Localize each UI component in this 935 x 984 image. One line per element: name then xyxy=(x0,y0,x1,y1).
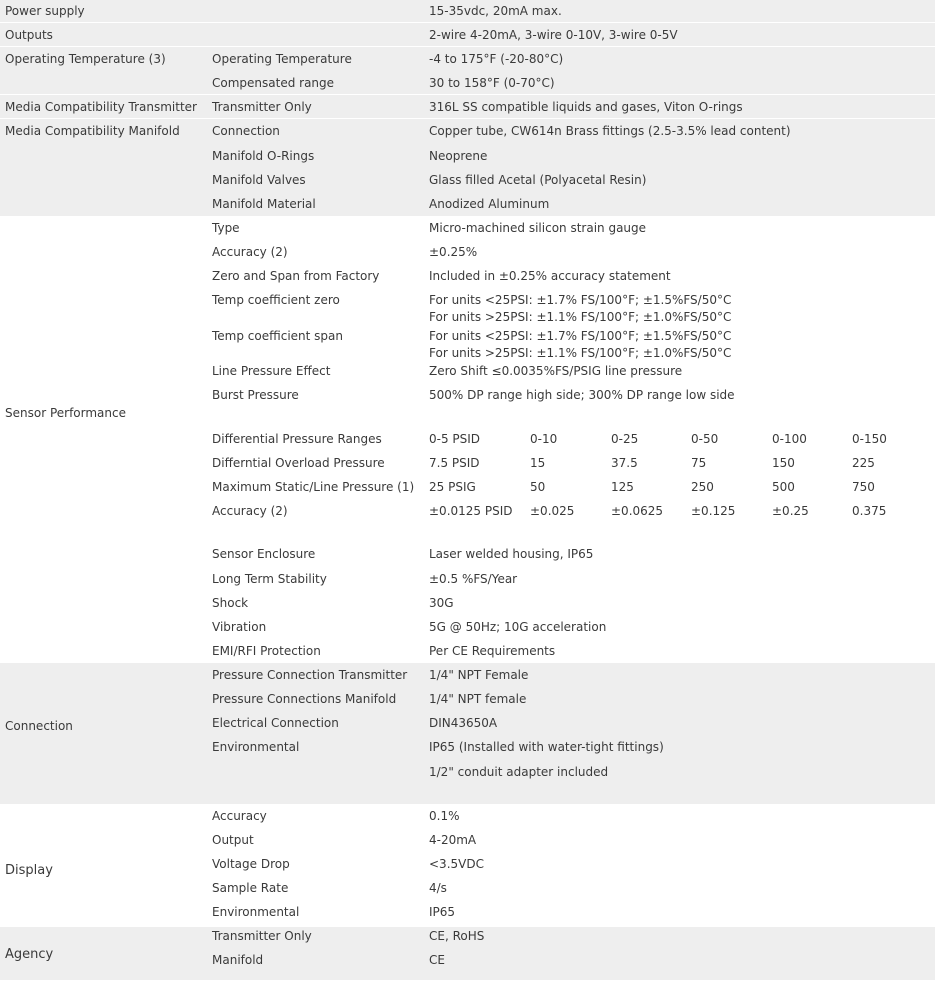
section-label: Media Compatibility Manifold xyxy=(5,124,180,138)
table-cell: ±0.0125 PSID xyxy=(429,504,513,518)
table-cell: ±0.25 xyxy=(772,504,809,518)
table-cell: 0-100 xyxy=(772,432,807,446)
table-cell: 0-150 xyxy=(852,432,887,446)
spec-name: Vibration xyxy=(212,620,267,634)
shaded-band-connection xyxy=(0,663,935,804)
spec-name: Shock xyxy=(212,596,249,610)
table-cell: 0-10 xyxy=(530,432,558,446)
spec-name: Pressure Connection Transmitter xyxy=(212,668,408,682)
section-label: Sensor Performance xyxy=(5,406,126,420)
table-cell: 37.5 xyxy=(611,456,638,470)
spec-name: Connection xyxy=(212,124,280,138)
table-cell: 125 xyxy=(611,480,634,494)
spec-value: -4 to 175°F (-20-80°C) xyxy=(429,52,564,66)
spec-value: 30G xyxy=(429,596,454,610)
table-cell: 500 xyxy=(772,480,795,494)
spec-name: Sensor Enclosure xyxy=(212,547,316,561)
spec-value: For units <25PSI: ±1.7% FS/100°F; ±1.5%FS/50°C xyxy=(429,293,732,307)
table-cell: 250 xyxy=(691,480,714,494)
spec-name: Compensated range xyxy=(212,76,335,90)
spec-name: Pressure Connections Manifold xyxy=(212,692,397,706)
spec-value: For units >25PSI: ±1.1% FS/100°F; ±1.0%FS/50°C xyxy=(429,310,732,324)
spec-name: Environmental xyxy=(212,740,300,754)
spec-name: Sample Rate xyxy=(212,881,289,895)
spec-value: 4/s xyxy=(429,881,447,895)
table-cell: 0.375 xyxy=(852,504,887,518)
spec-value: 1/4" NPT female xyxy=(429,692,527,706)
table-row-label: Accuracy (2) xyxy=(212,504,288,518)
spec-note: 1/2" conduit adapter included xyxy=(429,765,609,779)
spec-name: Type xyxy=(212,221,240,235)
spec-value: For units <25PSI: ±1.7% FS/100°F; ±1.5%FS/50°C xyxy=(429,329,732,343)
spec-name: Line Pressure Effect xyxy=(212,364,331,378)
table-cell: 25 PSIG xyxy=(429,480,476,494)
table-cell: ±0.0625 xyxy=(611,504,664,518)
spec-name: Accuracy (2) xyxy=(212,245,288,259)
spec-value: Glass filled Acetal (Polyacetal Resin) xyxy=(429,173,647,187)
spec-name: Burst Pressure xyxy=(212,388,299,402)
spec-name: Temp coefficient span xyxy=(212,329,343,343)
spec-value: Micro-machined silicon strain gauge xyxy=(429,221,647,235)
spec-value: CE, RoHS xyxy=(429,929,485,943)
table-row-label: Maximum Static/Line Pressure (1) xyxy=(212,480,415,494)
spec-name: Accuracy xyxy=(212,809,267,823)
spec-value: Neoprene xyxy=(429,149,488,163)
table-cell: 75 xyxy=(691,456,707,470)
table-cell: 0-50 xyxy=(691,432,719,446)
spec-value: 500% DP range high side; 300% DP range low side xyxy=(429,388,735,402)
spec-name: Electrical Connection xyxy=(212,716,339,730)
spec-name: Manifold Valves xyxy=(212,173,306,187)
spec-value: CE xyxy=(429,953,445,967)
spec-value: 1/4" NPT Female xyxy=(429,668,529,682)
table-cell: 150 xyxy=(772,456,795,470)
spec-value: Anodized Aluminum xyxy=(429,197,550,211)
table-cell: 15 xyxy=(530,456,546,470)
spec-value: ±0.5 %FS/Year xyxy=(429,572,518,586)
spec-name: Manifold xyxy=(212,953,264,967)
spec-value: Zero Shift ≤0.0035%FS/PSIG line pressure xyxy=(429,364,683,378)
section-label: Display xyxy=(5,863,53,878)
spec-value: 4-20mA xyxy=(429,833,477,847)
spec-value: <3.5VDC xyxy=(429,857,484,871)
spec-name: Transmitter Only xyxy=(212,100,312,114)
spec-value: IP65 xyxy=(429,905,456,919)
spec-name: EMI/RFI Protection xyxy=(212,644,321,658)
spec-name: Temp coefficient zero xyxy=(212,293,340,307)
table-cell: ±0.025 xyxy=(530,504,575,518)
table-cell: 0-25 xyxy=(611,432,639,446)
spec-value: ±0.25% xyxy=(429,245,478,259)
spec-value: 0.1% xyxy=(429,809,460,823)
spec-value: For units >25PSI: ±1.1% FS/100°F; ±1.0%FS/50°C xyxy=(429,346,732,360)
spec-value: 15-35vdc, 20mA max. xyxy=(429,4,562,18)
table-cell: ±0.125 xyxy=(691,504,736,518)
spec-value: Per CE Requirements xyxy=(429,644,556,658)
table-cell: 225 xyxy=(852,456,875,470)
spec-name: Manifold Material xyxy=(212,197,316,211)
section-label: Connection xyxy=(5,719,73,733)
spec-name: Output xyxy=(212,833,254,847)
spec-value: IP65 (Installed with water-tight fittings) xyxy=(429,740,664,754)
spec-value: Laser welded housing, IP65 xyxy=(429,547,594,561)
table-cell: 0-5 PSID xyxy=(429,432,481,446)
section-label: Power supply xyxy=(5,4,85,18)
spec-value: 316L SS compatible liquids and gases, Viton O-rings xyxy=(429,100,743,114)
table-row-label: Differential Pressure Ranges xyxy=(212,432,382,446)
spec-name: Long Term Stability xyxy=(212,572,327,586)
spec-name: Operating Temperature xyxy=(212,52,352,66)
spec-value: Included in ±0.25% accuracy statement xyxy=(429,269,671,283)
spec-name: Manifold O-Rings xyxy=(212,149,315,163)
spec-value: DIN43650A xyxy=(429,716,498,730)
table-row-label: Differntial Overload Pressure xyxy=(212,456,385,470)
table-cell: 7.5 PSID xyxy=(429,456,480,470)
table-cell: 750 xyxy=(852,480,875,494)
spec-name: Voltage Drop xyxy=(212,857,290,871)
table-cell: 50 xyxy=(530,480,546,494)
section-label: Media Compatibility Transmitter xyxy=(5,100,197,114)
spec-value: 2-wire 4-20mA, 3-wire 0-10V, 3-wire 0-5V xyxy=(429,28,678,42)
section-label: Agency xyxy=(5,947,54,962)
spec-name: Environmental xyxy=(212,905,300,919)
spec-value: 5G @ 50Hz; 10G acceleration xyxy=(429,620,607,634)
section-label: Operating Temperature (3) xyxy=(5,52,166,66)
spec-value: Copper tube, CW614n Brass fittings (2.5-3.5% lead content) xyxy=(429,124,791,138)
spec-value: 30 to 158°F (0-70°C) xyxy=(429,76,555,90)
spec-name: Zero and Span from Factory xyxy=(212,269,380,283)
spec-name: Transmitter Only xyxy=(212,929,312,943)
section-label: Outputs xyxy=(5,28,53,42)
